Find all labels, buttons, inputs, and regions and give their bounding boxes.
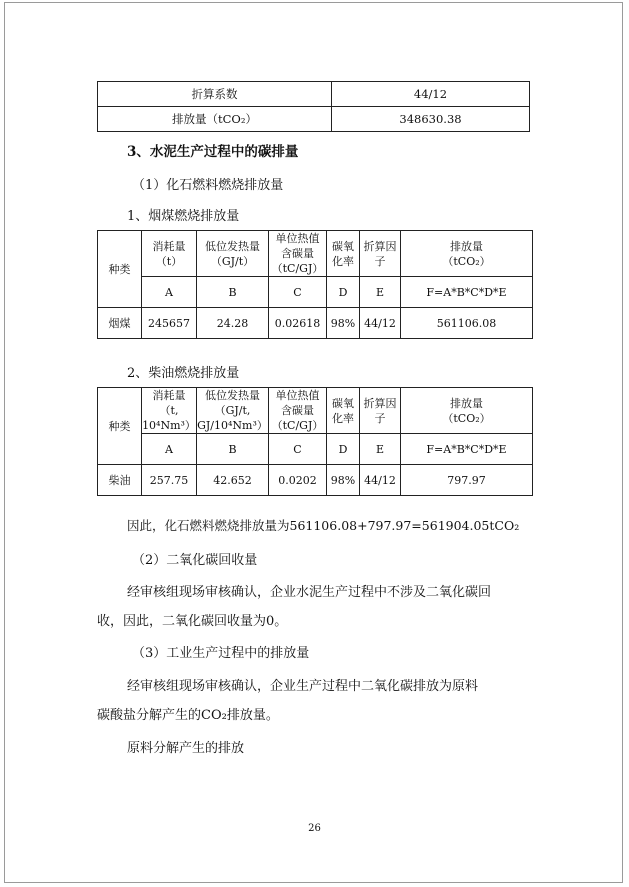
table-cell: 0.0202 [269, 465, 327, 496]
paragraph-line: 碳酸盐分解产生的CO₂排放量。 [97, 708, 279, 723]
table-row [98, 465, 533, 496]
page-number: 26 [308, 823, 321, 834]
conversion-table [97, 81, 530, 132]
subsection-title: 1、烟煤燃烧排放量 [127, 209, 240, 224]
table-cell: 561106.08 [401, 308, 533, 339]
header-cell: 排放量 （tCO₂） [401, 388, 533, 434]
table-row [98, 82, 530, 107]
table-cell: 44/12 [360, 308, 401, 339]
table-cell: 245657 [142, 308, 197, 339]
subsection-title: （3）工业生产过程中的排放量 [132, 646, 310, 661]
header-cell: 种类 [98, 231, 142, 308]
table-cell: 98% [327, 308, 360, 339]
table-cell: F=A*B*C*D*E [401, 277, 533, 308]
table-cell: 烟煤 [98, 308, 142, 339]
table-cell: B [197, 434, 269, 465]
table-cell: C [269, 277, 327, 308]
header-cell: 低位发热量 （GJ/t） [197, 231, 269, 277]
table-row [98, 308, 533, 339]
table-cell: F=A*B*C*D*E [401, 434, 533, 465]
coal-emission-table [97, 230, 533, 339]
header-cell: 排放量 （tCO₂） [401, 231, 533, 277]
table-cell: E [360, 434, 401, 465]
table-cell: D [327, 434, 360, 465]
header-cell: 碳氧 化率 [327, 231, 360, 277]
table-cell: 折算系数 [98, 82, 332, 107]
table-letter-row [98, 277, 533, 308]
header-cell: 单位热值 含碳量 （tC/GJ） [269, 388, 327, 434]
table-cell: 排放量（tCO₂） [98, 107, 332, 132]
header-cell: 折算因 子 [360, 388, 401, 434]
table-cell: A [142, 277, 197, 308]
table-cell: D [327, 277, 360, 308]
conclusion-text: 因此，化石燃料燃烧排放量为561106.08+797.97=561904.05tCO₂ [127, 518, 520, 533]
header-cell: 种类 [98, 388, 142, 465]
table-cell: A [142, 434, 197, 465]
table-cell: 797.97 [401, 465, 533, 496]
table-letter-row [98, 434, 533, 465]
subsection-title: 2、柴油燃烧排放量 [127, 366, 240, 381]
table-cell: 42.652 [197, 465, 269, 496]
table-row [98, 107, 530, 132]
diesel-emission-table [97, 387, 533, 496]
section-title: 3、水泥生产过程中的碳排量 [127, 144, 299, 160]
table-cell: 柴油 [98, 465, 142, 496]
header-cell: 消耗量 （t） [142, 231, 197, 277]
table-cell: 44/12 [360, 465, 401, 496]
table-cell: 0.02618 [269, 308, 327, 339]
table-cell: 98% [327, 465, 360, 496]
subsection-title: （2）二氧化碳回收量 [132, 553, 258, 568]
table-cell: E [360, 277, 401, 308]
table-header-row [98, 231, 533, 277]
table-cell: 24.28 [197, 308, 269, 339]
table-cell: C [269, 434, 327, 465]
header-cell: 消耗量 （t, 10⁴Nm³） [142, 389, 196, 432]
header-cell: 碳氧 化率 [327, 388, 360, 434]
paragraph-line: 经审核组现场审核确认，企业水泥生产过程中不涉及二氧化碳回 [127, 585, 492, 600]
table-header-row [98, 388, 533, 434]
table-cell: 348630.38 [332, 107, 530, 132]
table-cell: B [197, 277, 269, 308]
paragraph-line: 原料分解产生的排放 [127, 741, 245, 756]
subsection-title: （1）化石燃料燃烧排放量 [132, 178, 284, 193]
table-cell: 257.75 [142, 465, 197, 496]
table-cell: 44/12 [332, 82, 530, 107]
header-cell: 低位发热量 （GJ/t, GJ/10⁴Nm³） [197, 389, 268, 432]
header-cell: 单位热值 含碳量 （tC/GJ） [269, 231, 327, 277]
paragraph-line: 收，因此，二氧化碳回收量为0。 [97, 614, 288, 629]
header-cell: 折算因 子 [360, 231, 401, 277]
paragraph-line: 经审核组现场审核确认，企业生产过程中二氧化碳排放为原料 [127, 679, 479, 694]
